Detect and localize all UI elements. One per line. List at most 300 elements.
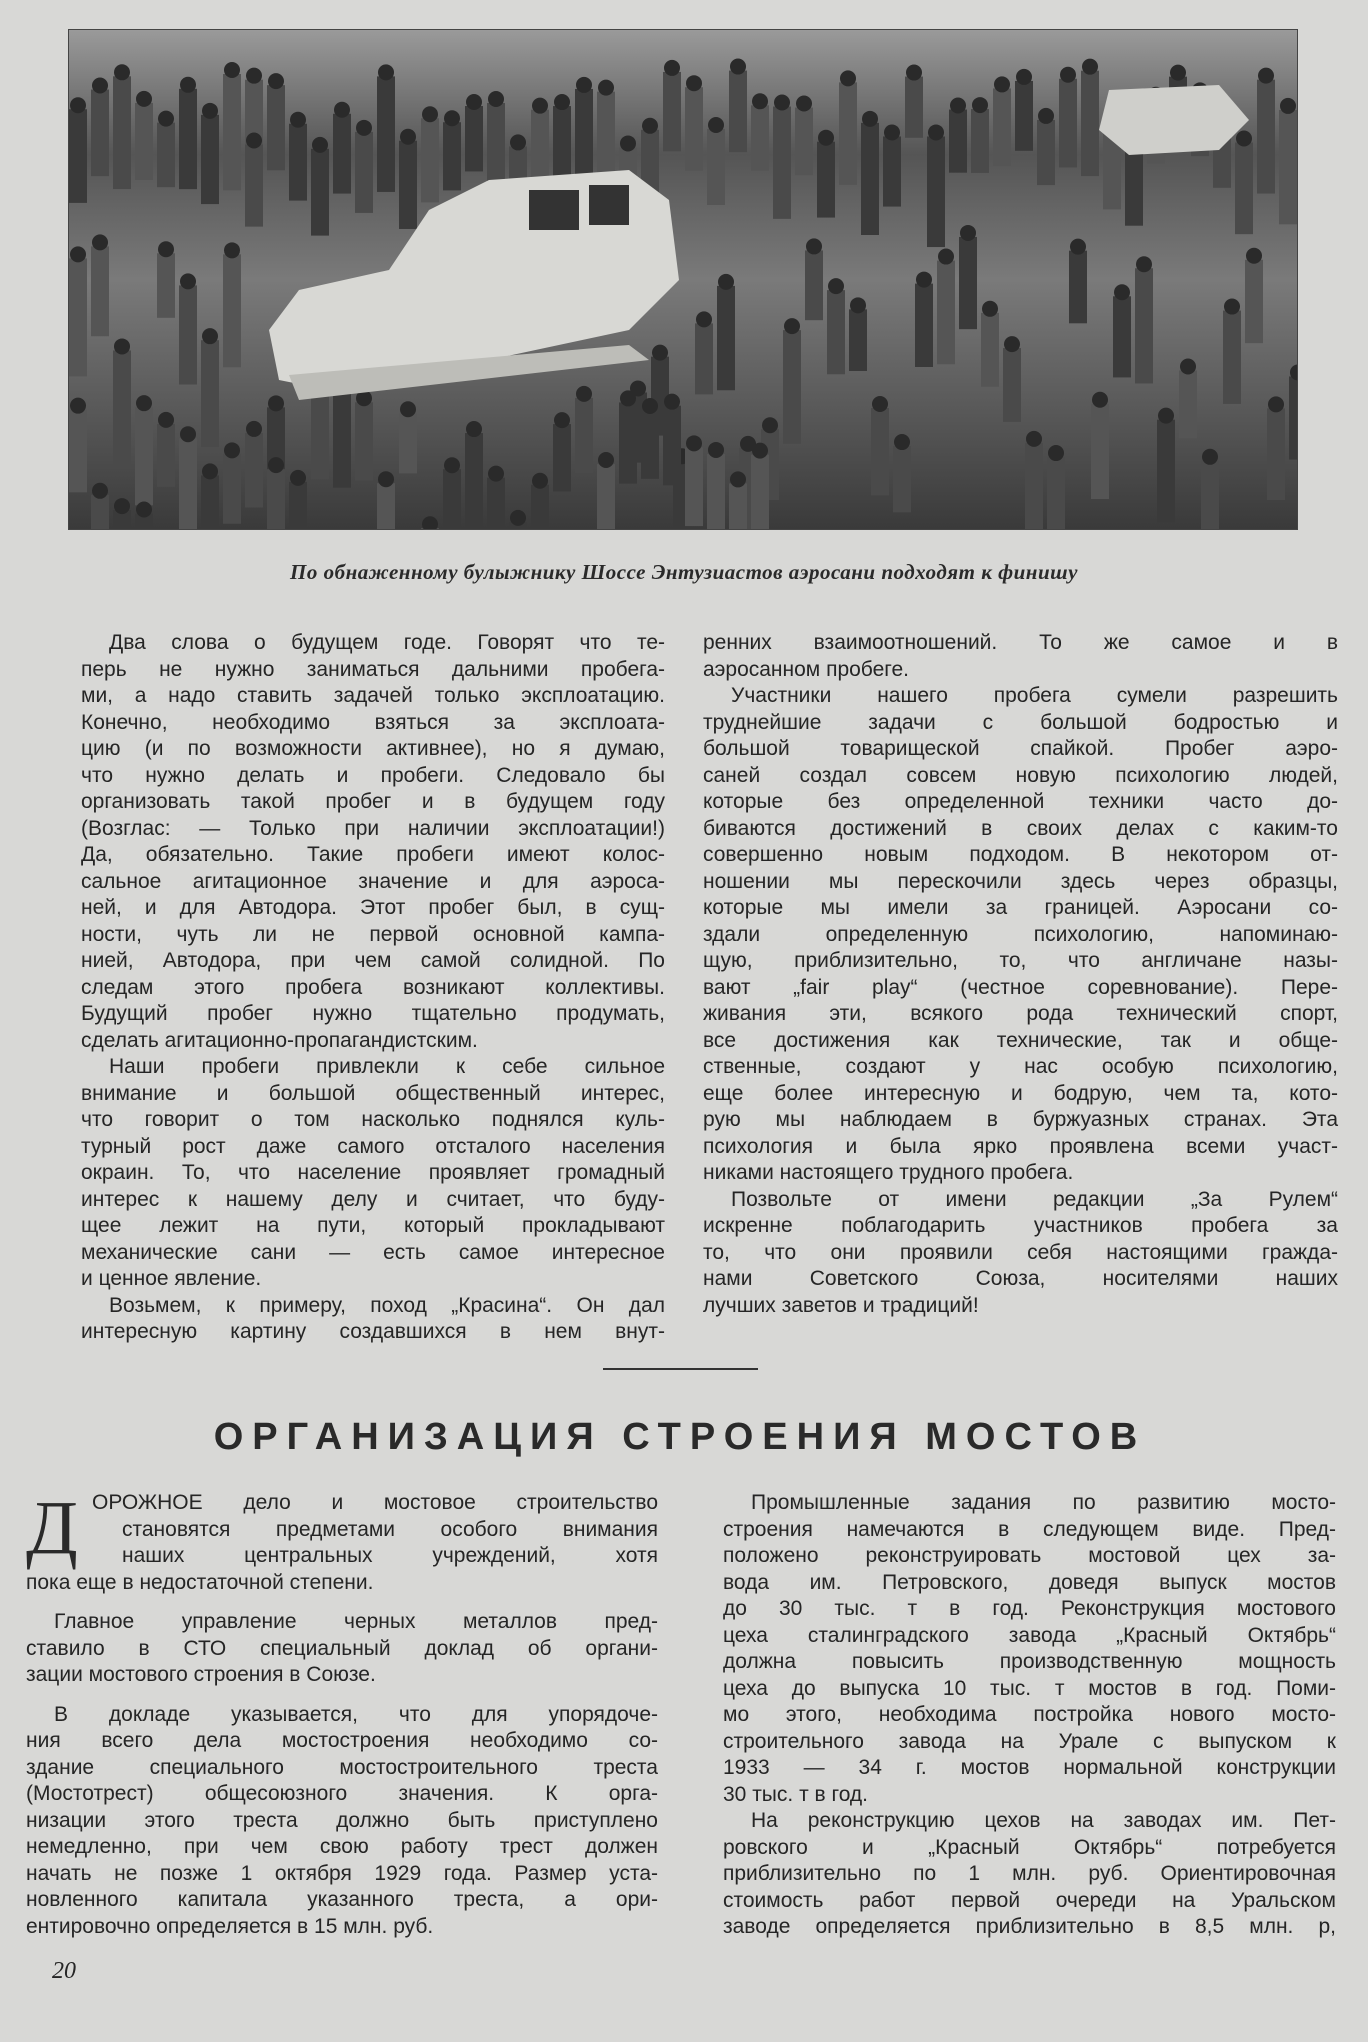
crowd-figure [465, 433, 483, 529]
crowd-head [224, 62, 240, 78]
crowd-figure [729, 71, 747, 153]
text-line: становятся предметами особого внимания [122, 1517, 658, 1541]
crowd-figure [201, 340, 219, 447]
crowd-figure [663, 72, 681, 151]
text-line: Главное управление черных металлов пред- [54, 1610, 658, 1633]
crowd-head [488, 91, 504, 107]
text-line: Будущий пробег нужно тщательно продумать, [81, 1002, 665, 1025]
crowd-head [686, 75, 702, 91]
crowd-figure [827, 290, 845, 374]
crowd-head [1236, 130, 1252, 146]
text-line: организовать такой пробег и в будущем году [81, 790, 665, 813]
text-line: которые без определенной техники часто до- [703, 790, 1338, 813]
crowd-figure [707, 454, 725, 529]
crowd-figure [641, 410, 659, 479]
text-line: Промышленные задания по развитию мосто- [751, 1491, 1336, 1514]
crowd-head [1258, 68, 1274, 84]
crowd-head [114, 64, 130, 80]
crowd-head [818, 130, 834, 146]
crowd-figure [553, 424, 571, 491]
crowd-head [92, 78, 108, 94]
crowd-head [466, 94, 482, 110]
crowd-figure [1279, 110, 1297, 224]
crowd-figure [245, 144, 263, 226]
crowd-head [620, 390, 636, 406]
crowd-figure [1289, 376, 1297, 459]
text-line: вают „fair play“ (честное соревнование). Пере- [703, 975, 1338, 999]
crowd-head [708, 442, 724, 458]
drop-cap: Д [26, 1486, 78, 1570]
crowd-figure [805, 250, 823, 320]
crowd-figure [959, 237, 977, 329]
text-line: ми, а надо ставить задачей только эксплоатацию. [81, 684, 665, 707]
crowd-head [938, 249, 954, 265]
text-line: сальное агитационное значение и для аэроса- [81, 869, 665, 893]
crowd-head [752, 93, 768, 109]
text-line: зации мостового строения в Союзе. [26, 1663, 376, 1686]
text-line: Наши пробеги привлекли к себе сильное [109, 1055, 665, 1078]
crowd-figure [421, 118, 439, 202]
crowd-head [652, 345, 668, 361]
text-line: аэросанном пробеге. [703, 657, 909, 681]
text-line: здали определенную психологию, напоминаю- [703, 922, 1338, 946]
text-line: окраин. То, что население проявляет громадный [81, 1161, 665, 1184]
text-line: 30 тыс. т в год. [723, 1782, 869, 1806]
text-line: цию (и по возможности активнее), но я думаю, [81, 737, 665, 760]
text-line: ния всего дела мостостроения необходимо со- [26, 1729, 658, 1752]
crowd-head [224, 442, 240, 458]
crowd-head [872, 396, 888, 412]
text-line: Участники нашего пробега сумели разрешить [731, 684, 1338, 707]
crowd-head [620, 135, 636, 151]
crowd-head [982, 301, 998, 317]
aerosled-window [589, 185, 629, 225]
crowd-figure [311, 390, 329, 479]
crowd-head [400, 401, 416, 417]
crowd-head [246, 68, 262, 84]
crowd-figure [399, 413, 417, 473]
text-line: Два слова о будущем годе. Говорят что те- [109, 631, 665, 654]
crowd-figure [91, 90, 109, 177]
crowd-figure [883, 136, 901, 206]
crowd-head [1158, 408, 1174, 424]
crowd-figure [1135, 268, 1153, 383]
crowd-figure [311, 149, 329, 236]
text-line: биваются достижений в своих делах с каким-то [703, 816, 1338, 840]
crowd-figure [937, 261, 955, 365]
crowd-head [1060, 67, 1076, 83]
text-line: ренних взаимоотношений. То же самое и в [703, 631, 1338, 654]
crowd-head [884, 124, 900, 140]
crowd-head [136, 501, 152, 517]
text-line: 1933 — 34 г. мостов нормальной конструкции [723, 1756, 1336, 1779]
crowd-figure [487, 478, 505, 529]
crowd-head [532, 98, 548, 114]
crowd-figure [201, 475, 219, 529]
text-line: механические сани — есть самое интересное [81, 1240, 665, 1264]
page-number: 20 [52, 1958, 76, 1984]
crowd-head [598, 80, 614, 96]
text-line: Возьмем, к примеру, поход „Красина“. Он дал [109, 1293, 665, 1317]
text-line: Позвольте от имени редакции „За Рулем“ [731, 1187, 1338, 1211]
text-line: (Мостотрест) общесоюзного значения. К орга- [26, 1782, 658, 1805]
crowd-head [862, 111, 878, 127]
crowd-head [840, 70, 856, 86]
text-line: ОРОЖНОЕ дело и мостовое строительство [92, 1491, 658, 1514]
crowd-head [466, 421, 482, 437]
text-line: внимание и большой общественный интерес, [81, 1081, 665, 1105]
text-line: которые мы имели за границей. Аэросани со- [703, 896, 1338, 919]
crowd-head [246, 132, 262, 148]
crowd-head [906, 65, 922, 81]
article1-column-right [703, 630, 1338, 1319]
crowd-head [796, 96, 812, 112]
crowd-head [554, 412, 570, 428]
crowd-figure [1091, 404, 1109, 499]
crowd-head [290, 112, 306, 128]
text-line: совершенно новым подходом. В некотором от- [703, 843, 1338, 866]
crowd-head [136, 395, 152, 411]
crowd-head [290, 470, 306, 486]
crowd-figure [355, 402, 373, 480]
crowd-head [1246, 248, 1262, 264]
crowd-head [994, 76, 1010, 92]
crowd-figure [915, 284, 933, 367]
text-line: все достижения как технические, так и обще- [703, 1028, 1338, 1052]
crowd-figure [69, 410, 87, 493]
crowd-figure [1179, 370, 1197, 438]
crowd-head [378, 471, 394, 487]
crowd-head [180, 273, 196, 289]
crowd-figure [905, 77, 923, 138]
crowd-head [444, 457, 460, 473]
photo-aerosleds-finish [68, 29, 1298, 530]
crowd-figure [619, 402, 637, 483]
text-line: живания эти, всякого рода технический спорт, [703, 1002, 1338, 1025]
crowd-figure [245, 433, 263, 508]
crowd-figure [993, 88, 1011, 166]
crowd-figure [1201, 461, 1219, 529]
photo-caption: По обнаженному булыжнику Шоссе Энтузиастов аэросани подходят к финишу [290, 560, 1078, 584]
text-line: На реконструкцию цехов на заводах им. Пет- [751, 1809, 1336, 1832]
crowd-head [774, 95, 790, 111]
crowd-figure [69, 109, 87, 203]
text-line: немедленно, при чем свою работу трест должен [26, 1835, 658, 1858]
text-line: ности, чуть ли не первой основной кампа- [81, 922, 665, 946]
crowd-head [202, 463, 218, 479]
text-line: интересную картину создавшихся в нем внут- [81, 1320, 665, 1343]
crowd-head [806, 238, 822, 254]
crowd-figure [695, 323, 713, 394]
text-line: перь не нужно заниматься дальними пробега- [81, 657, 665, 681]
crowd-figure [267, 469, 285, 529]
crowd-figure [1081, 71, 1099, 176]
photo-image [69, 30, 1297, 529]
text-line: нами Советского Союза, носителями наших [703, 1267, 1338, 1290]
text-line: щую, приблизительно, то, что англичане назы- [703, 949, 1338, 972]
crowd-figure [685, 87, 703, 171]
crowd-figure [817, 142, 835, 218]
crowd-figure [971, 109, 989, 173]
crowd-figure [399, 141, 417, 229]
crowd-figure [179, 89, 197, 189]
text-line: никами настоящего трудного пробега. [703, 1161, 1074, 1184]
crowd-figure [1235, 142, 1253, 234]
crowd-head [70, 97, 86, 113]
crowd-head [92, 234, 108, 250]
crowd-figure [135, 407, 153, 505]
crowd-figure [1059, 79, 1077, 168]
crowd-head [828, 278, 844, 294]
crowd-figure [223, 74, 241, 190]
crowd-head [784, 318, 800, 334]
crowd-head [730, 59, 746, 75]
crowd-head [202, 103, 218, 119]
crowd-figure [861, 123, 879, 235]
text-line: цеха сталинградского завода „Красный Октябрь“ [723, 1623, 1336, 1647]
crowd-figure [1047, 457, 1065, 529]
text-line: пока еще в недостаточной степени. [26, 1570, 374, 1594]
crowd-head [950, 98, 966, 114]
text-line: следам этого пробега возникают коллективы. [81, 975, 665, 999]
crowd-head [1202, 449, 1218, 465]
crowd-head [554, 94, 570, 110]
crowd-figure [717, 286, 735, 390]
text-line: низации этого треста должно быть приступлено [26, 1808, 658, 1832]
crowd-head [752, 443, 768, 459]
text-line: вода им. Петровского, доведя выпуск мостов [723, 1570, 1336, 1594]
crowd-head [718, 274, 734, 290]
crowd-figure [531, 485, 549, 529]
crowd-head [180, 77, 196, 93]
crowd-head [158, 111, 174, 127]
crowd-figure [773, 107, 791, 219]
text-line: психология и была ярко проявлена всеми участ- [703, 1134, 1338, 1158]
text-line: еще более интересную и бодрую, чем та, кото- [703, 1081, 1338, 1105]
article1-column-left [81, 630, 665, 1346]
text-line: большой товарищеской спайкой. Пробег аэро- [703, 737, 1338, 760]
crowd-head [1016, 69, 1032, 85]
article2-column-left [26, 1486, 658, 1940]
crowd-head [180, 426, 196, 442]
text-line: лучших заветов и традиций! [703, 1293, 979, 1317]
crowd-head [1136, 256, 1152, 272]
text-line: турный рост даже самого отсталого населения [81, 1134, 665, 1158]
text-line: цеха до выпуска 10 тыс. т мостов в год. Поми- [723, 1676, 1336, 1700]
crowd-head [312, 137, 328, 153]
crowd-head [246, 421, 262, 437]
crowd-head [576, 77, 592, 93]
text-line: труднейшие задачи с большой бодростью и [703, 710, 1338, 734]
text-line: ственные, создают у нас особую психологию, [703, 1055, 1338, 1078]
crowd-figure [893, 446, 911, 512]
crowd-head [1038, 108, 1054, 124]
crowd-figure [1015, 81, 1033, 151]
crowd-figure [839, 82, 857, 184]
crowd-head [1070, 239, 1086, 255]
crowd-figure [377, 76, 395, 192]
crowd-head [158, 241, 174, 257]
crowd-head [1092, 392, 1108, 408]
crowd-figure [663, 406, 681, 486]
crowd-figure [267, 85, 285, 170]
crowd-head [960, 225, 976, 241]
crowd-figure [135, 103, 153, 180]
text-line: интерес к нашему делу и считает, что буду- [81, 1187, 665, 1211]
crowd-head [70, 246, 86, 262]
crowd-figure [1003, 348, 1021, 422]
article-title: ОРГАНИЗАЦИЯ СТРОЕНИЯ МОСТОВ [213, 1416, 1147, 1458]
text-line: искренне поблагодарить участников пробега за [703, 1214, 1338, 1237]
crowd-figure [333, 391, 351, 488]
text-line: ставило в СТО специальный доклад об органи- [26, 1636, 658, 1660]
crowd-head [708, 117, 724, 133]
crowd-figure [871, 408, 889, 495]
crowd-head [356, 120, 372, 136]
text-line: новленного капитала указанного треста, а ори- [26, 1888, 658, 1911]
crowd-head [916, 272, 932, 288]
crowd-head [268, 457, 284, 473]
crowd-head [972, 97, 988, 113]
text-line: приблизительно по 1 млн. руб. Ориентировочная [723, 1862, 1336, 1885]
crowd-figure [1025, 443, 1043, 529]
crowd-head [664, 394, 680, 410]
crowd-head [1224, 299, 1240, 315]
crowd-head [510, 510, 526, 526]
crowd-figure [91, 246, 109, 336]
crowd-head [268, 395, 284, 411]
crowd-figure [729, 483, 747, 529]
crowd-figure [157, 123, 175, 188]
crowd-head [334, 102, 350, 118]
aerosled-window [529, 190, 579, 230]
text-line: что нужно делать и пробеги. Следовало бы [81, 763, 665, 787]
section-divider [603, 1368, 758, 1370]
crowd-figure [1257, 80, 1275, 194]
crowd-figure [1037, 120, 1055, 185]
text-line: ней, и для Автодора. Этот пробег был, в сущ- [81, 896, 665, 919]
crowd-head [850, 297, 866, 313]
crowd-figure [113, 350, 131, 465]
crowd-head [510, 134, 526, 150]
text-line: рую мы наблюдаем в буржуазных странах. Эта [703, 1108, 1338, 1131]
crowd-figure [157, 424, 175, 487]
text-line: Конечно, необходимо взяться за эксплоата- [81, 710, 665, 734]
crowd-head [378, 64, 394, 80]
crowd-figure [91, 495, 109, 529]
crowd-head [598, 452, 614, 468]
text-line: наших центральных учреждений, хотя [122, 1544, 658, 1567]
crowd-head [762, 417, 778, 433]
crowd-figure [597, 464, 615, 529]
crowd-head [1280, 98, 1296, 114]
crowd-figure [1245, 260, 1263, 343]
text-line: до 30 тыс. т в год. Реконструкция мостового [723, 1597, 1336, 1620]
text-line: Да, обязательно. Такие пробеги имеют колос- [81, 843, 665, 866]
text-line: заводе определяется приблизительно в 8,5 млн. р, [723, 1915, 1336, 1938]
crowd-figure [377, 483, 395, 529]
crowd-head [400, 129, 416, 145]
crowd-head [70, 398, 86, 414]
crowd-figure [443, 122, 461, 190]
text-line: что говорит о том насколько поднялся куль- [81, 1108, 665, 1131]
crowd-head [444, 110, 460, 126]
crowd-figure [685, 447, 703, 526]
crowd-figure [157, 253, 175, 318]
text-line: начать не позже 1 октября 1929 года. Размер уста- [26, 1861, 658, 1885]
crowd-head [268, 73, 284, 89]
crowd-figure [949, 110, 967, 173]
crowd-figure [751, 455, 769, 529]
crowd-figure [465, 106, 483, 171]
crowd-figure [179, 285, 197, 384]
crowd-head [224, 242, 240, 258]
crowd-figure [849, 309, 867, 371]
crowd-head [488, 466, 504, 482]
text-line: то, что они проявили себя настоящими гражда- [703, 1240, 1338, 1264]
crowd-head [1114, 284, 1130, 300]
text-line: здание специального мостостроительного треста [26, 1755, 658, 1779]
crowd-figure [1157, 420, 1175, 522]
crowd-figure [289, 482, 307, 529]
paragraph-gap [26, 1596, 658, 1609]
text-line: должна повысить производственную мощность [723, 1650, 1336, 1673]
crowd-head [1082, 59, 1098, 75]
crowd-figure [575, 398, 593, 473]
crowd-head [664, 60, 680, 76]
crowd-head [1026, 431, 1042, 447]
crowd-figure [69, 258, 87, 376]
crowd-head [686, 435, 702, 451]
crowd-figure [355, 132, 373, 213]
crowd-head [1004, 336, 1020, 352]
crowd-figure [707, 129, 725, 205]
article2-column-right [723, 1490, 1336, 1941]
crowd-head [202, 328, 218, 344]
crowd-figure [1223, 311, 1241, 404]
crowd-head [92, 483, 108, 499]
crowd-figure [981, 313, 999, 387]
crowd-head [422, 106, 438, 122]
crowd-figure [1267, 408, 1285, 500]
text-line: строения намечаются в следующем виде. Пред- [723, 1517, 1336, 1541]
crowd-figure [179, 438, 197, 529]
text-line: и ценное явление. [81, 1267, 262, 1290]
crowd-figure [113, 76, 131, 189]
crowd-head [114, 338, 130, 354]
crowd-head [928, 124, 944, 140]
crowd-figure [223, 454, 241, 523]
text-line: строительного завода на Урале с выпуском к [723, 1729, 1336, 1753]
crowd-figure [783, 330, 801, 444]
crowd-figure [289, 124, 307, 201]
text-line: В докладе указывается, что для упорядоче- [54, 1702, 658, 1726]
crowd-figure [795, 108, 813, 176]
text-line: саней создал совсем новую психологию людей, [703, 763, 1338, 787]
text-line: мо этого, необходима постройка нового мосто- [723, 1703, 1336, 1726]
crowd-head [642, 118, 658, 134]
text-line: ентировочно определяется в 15 млн. руб. [26, 1914, 434, 1938]
crowd-figure [1113, 296, 1131, 377]
crowd-figure [927, 136, 945, 247]
text-line: сделать агитационно-пропагандистским. [81, 1028, 478, 1052]
text-line: нией, Автодора, при чем самой солидной. По [81, 949, 665, 972]
crowd-head [1170, 65, 1186, 81]
text-line: ношении мы перескочили здесь через образцы, [703, 869, 1338, 893]
paragraph-gap [26, 1689, 658, 1702]
crowd-head [1048, 445, 1064, 461]
crowd-figure [223, 254, 241, 367]
